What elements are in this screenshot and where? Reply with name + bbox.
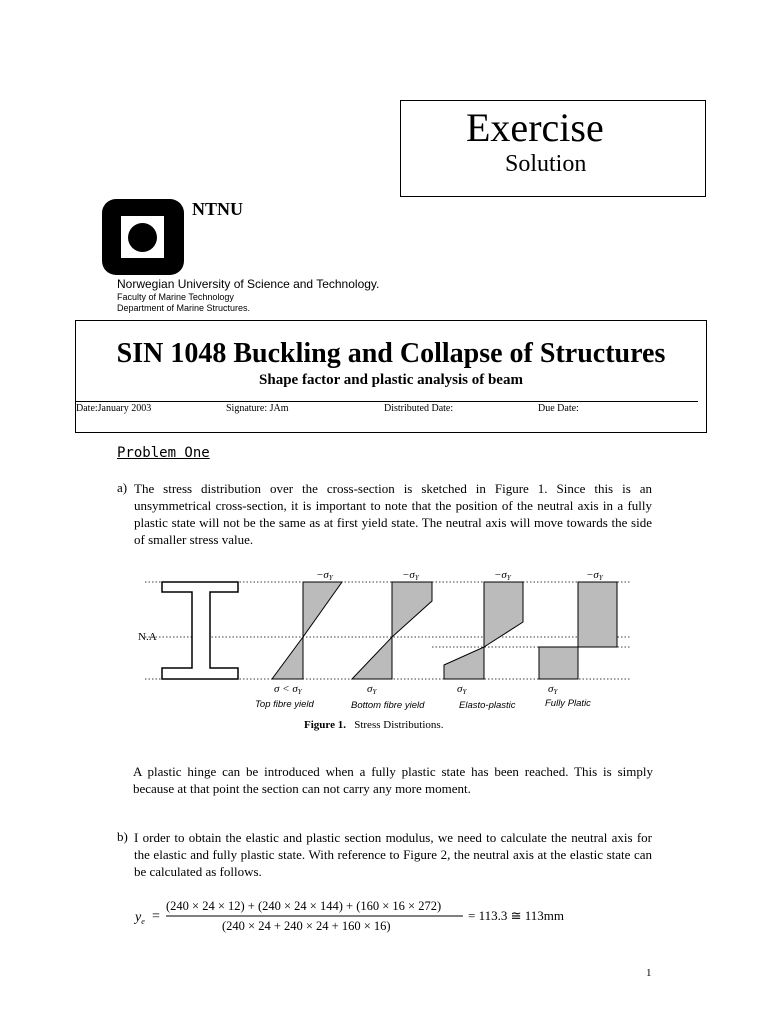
case1-compression — [303, 582, 342, 637]
exercise-subtitle: Solution — [505, 151, 587, 177]
equation-denominator: (240 × 24 + 240 × 24 + 160 × 16) — [222, 919, 391, 933]
caption-number: Figure 1. — [304, 719, 346, 731]
faculty-name: Faculty of Marine Technology — [117, 292, 234, 302]
case4-top-label: −σY — [586, 569, 603, 582]
part-b-label: b) — [117, 829, 128, 844]
equation-lhs: $y_e$ — [135, 910, 145, 926]
department-name: Department of Marine Structures. — [117, 303, 251, 313]
case1-bottom-label: σ < σY — [274, 683, 302, 696]
case2-bottom-label: σY — [367, 683, 377, 696]
exercise-title: Exercise — [466, 105, 604, 150]
case3-top-label: −σY — [494, 569, 511, 582]
part-a-label: a) — [117, 480, 128, 495]
university-name: Norwegian University of Science and Technology. — [117, 277, 380, 291]
equals-sign: = — [152, 909, 160, 924]
signature-field: Signature: JAm — [226, 403, 289, 414]
due-date-field: Due Date: — [538, 403, 579, 414]
case3-label: Elasto-plastic — [459, 700, 516, 711]
part-b-text — [134, 829, 652, 880]
ntnu-logo — [102, 199, 184, 275]
case2-top-label: −σY — [402, 569, 419, 582]
case3-bottom-label: σY — [457, 683, 467, 696]
case4-label: Fully Platic — [545, 698, 591, 709]
i-beam-section — [162, 582, 238, 679]
distributed-date-field: Distributed Date: — [384, 403, 454, 414]
figure-caption — [304, 719, 443, 731]
case4-tension — [539, 647, 578, 679]
hinge-text — [133, 763, 653, 797]
divider — [76, 401, 698, 402]
caption-text: Stress Distributions. — [354, 719, 444, 731]
case1-top-label: −σY — [316, 569, 333, 582]
problem-heading: Problem One — [117, 445, 210, 461]
case2-label: Bottom fibre yield — [351, 700, 425, 711]
course-title: SIN 1048 Buckling and Collapse of Structures — [116, 338, 666, 369]
case3-tension — [444, 647, 484, 679]
part-a-text — [134, 480, 652, 548]
case2-tension — [352, 637, 392, 679]
case2-compression — [392, 582, 432, 637]
page-number: 1 — [646, 967, 652, 979]
case4-bottom-label: σY — [548, 683, 558, 696]
part-b-paragraph: I order to obtain the elastic and plastic section modulus, we need to calculate the neutral axis for the elastic and fully plastic state. With reference to Figure 2, the neutral axis at the elastic state can be calculated as follows. — [134, 830, 652, 879]
case1-label: Top fibre yield — [255, 699, 314, 710]
hinge-paragraph: A plastic hinge can be introduced when a fully plastic state has been reached. This is simply because at that point the section can not carry any more moment. — [133, 764, 653, 796]
case4-compression — [578, 582, 617, 647]
neutral-axis-equation — [132, 895, 592, 939]
part-a-paragraph: The stress distribution over the cross-section is sketched in Figure 1. Since this is an unsymmetrical cross-section, it is important to note that the position of the neutral axis in a fully plastic state will not be the same as at first yield state. The neutral axis will move towards the side of smaller stress value. — [134, 481, 652, 547]
equation-result: = 113.3 ≅ 113mm — [468, 908, 564, 923]
case1-tension — [272, 637, 303, 679]
stress-distribution-figure — [140, 564, 640, 719]
na-label: N.A — [138, 631, 157, 643]
ntnu-label: NTNU — [192, 199, 244, 219]
equation-numerator: (240 × 24 × 12) + (240 × 24 × 144) + (160 × 16 × 272) — [166, 899, 442, 913]
date-field: Date:January 2003 — [76, 403, 152, 414]
course-subtitle: Shape factor and plastic analysis of beam — [259, 372, 523, 388]
